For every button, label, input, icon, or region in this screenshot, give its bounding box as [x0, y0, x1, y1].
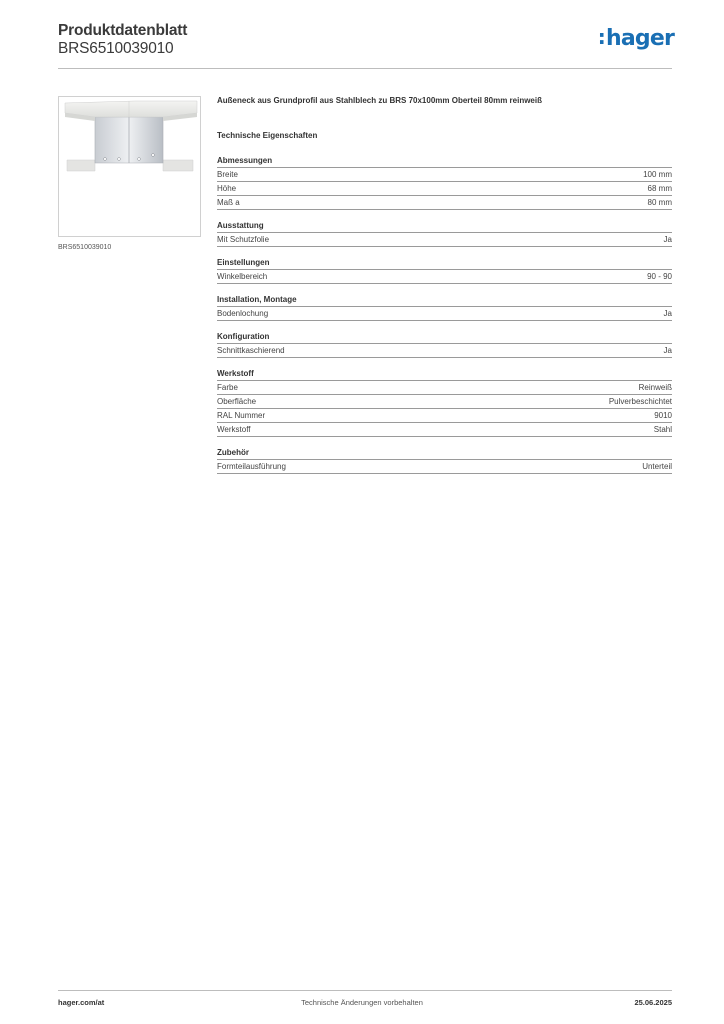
property-label: Mit Schutzfolie: [217, 235, 270, 244]
property-label: Winkelbereich: [217, 272, 268, 281]
property-row: [217, 182, 672, 196]
footer-date: 25.06.2025: [634, 998, 672, 1007]
property-value: Reinweiß: [638, 383, 672, 392]
property-row: [217, 196, 672, 210]
section-title: Abmessungen: [217, 156, 672, 168]
hager-logo: :hager: [597, 25, 674, 51]
header-divider: [58, 68, 672, 69]
property-row: [217, 344, 672, 358]
property-value: Stahl: [653, 425, 672, 434]
section-title: Zubehör: [217, 448, 672, 460]
section-title: Werkstoff: [217, 369, 672, 381]
property-value: 9010: [654, 411, 672, 420]
product-image: [58, 96, 201, 237]
property-row: [217, 423, 672, 437]
property-row: [217, 307, 672, 321]
property-section: [217, 221, 672, 247]
property-label: Breite: [217, 170, 238, 179]
property-row: [217, 409, 672, 423]
property-label: Farbe: [217, 383, 238, 392]
properties-list: [217, 156, 672, 474]
footer-divider: [58, 990, 672, 991]
property-value: Ja: [663, 346, 672, 355]
property-value: 100 mm: [643, 170, 672, 179]
section-title: Installation, Montage: [217, 295, 672, 307]
image-caption: BRS6510039010: [58, 244, 112, 251]
property-row: [217, 270, 672, 284]
product-description: Außeneck aus Grundprofil aus Stahlblech zu BRS 70x100mm Oberteil 80mm reinweiß: [217, 96, 542, 105]
property-label: Formteilausführung: [217, 462, 286, 471]
property-label: Maß a: [217, 198, 240, 207]
property-section: [217, 332, 672, 358]
property-value: Ja: [663, 235, 672, 244]
property-label: Werkstoff: [217, 425, 251, 434]
property-value: Pulverbeschichtet: [608, 397, 672, 406]
property-section: [217, 295, 672, 321]
property-row: [217, 233, 672, 247]
property-label: RAL Nummer: [217, 411, 266, 420]
properties-heading: Technische Eigenschaften: [217, 131, 318, 140]
section-title: Ausstattung: [217, 221, 672, 233]
product-illustration-icon: [59, 97, 200, 236]
property-row: [217, 381, 672, 395]
property-label: Oberfläche: [217, 397, 257, 406]
property-value: Ja: [663, 309, 672, 318]
section-title: Einstellungen: [217, 258, 672, 270]
property-value: Unterteil: [642, 462, 672, 471]
logo-text: hager: [605, 26, 674, 51]
property-label: Höhe: [217, 184, 237, 193]
product-details: [217, 96, 672, 485]
property-section: [217, 156, 672, 210]
property-value: 80 mm: [647, 198, 672, 207]
property-label: Bodenlochung: [217, 309, 269, 318]
property-row: [217, 168, 672, 182]
article-number: BRS6510039010: [58, 40, 174, 57]
footer-notice: Technische Änderungen vorbehalten: [301, 998, 423, 1007]
property-row: [217, 460, 672, 474]
property-value: 90 - 90: [647, 272, 672, 281]
property-section: [217, 448, 672, 474]
page-title: Produktdatenblatt: [58, 22, 188, 39]
footer-website: hager.com/at: [58, 998, 105, 1007]
property-section: [217, 369, 672, 437]
property-label: Schnittkaschierend: [217, 346, 285, 355]
section-title: Konfiguration: [217, 332, 672, 344]
property-row: [217, 395, 672, 409]
property-value: 68 mm: [647, 184, 672, 193]
property-section: [217, 258, 672, 284]
